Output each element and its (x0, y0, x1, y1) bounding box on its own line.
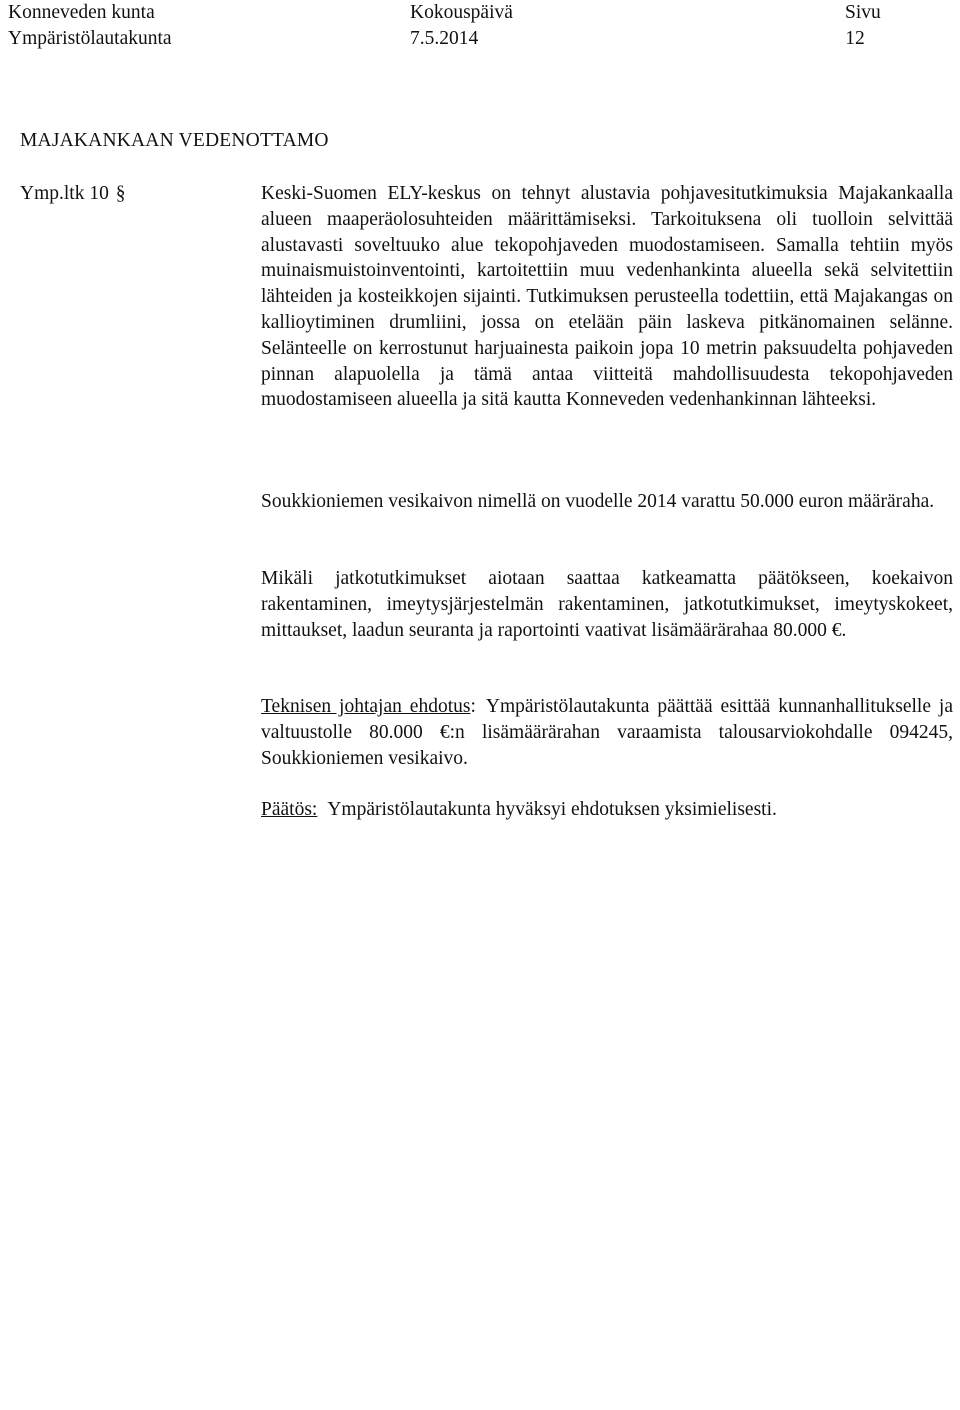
municipality-name: Konneveden kunta (8, 2, 155, 23)
case-reference (20, 181, 125, 207)
paragraph-background: Keski-Suomen ELY-keskus on tehnyt alustavia pohjavesitutkimuksia Majakankaalla alueen maaperäolosuhteiden määrittämiseksi. Tarkoituksena oli tuolloin selvittää alustavasti soveltuuko alue tekopohjaveden muodostamiseen. Samalla tehtiin myös muinaismuistoinventointi, kartoitettiin muu vedenhankinta alueella sekä selvitettiin lähteiden ja kosteikkojen sijainti. Tutkimuksen perusteella todettiin, että Majakangas on kallioytiminen drumliini, jossa on etelään päin laskeva pitkänomainen selänne. Selänteelle on kerrostunut harjuainesta paikoin jopa 10 metrin paksuudelta pohjaveden pinnan alapuolella ja tämä antaa viitteitä mahdollisuudesta tekopohjaveden muodostamiseen alueella ja sitä kautta Konneveden vedenhankinnan lähteeksi. (261, 183, 953, 411)
page-label: Sivu (845, 2, 881, 23)
meeting-date-label: Kokouspäivä (410, 2, 513, 23)
decision-label: Päätös: (261, 799, 318, 820)
meeting-date: 7.5.2014 (410, 28, 479, 49)
paragraph-decision (261, 797, 953, 823)
paragraph-additional-funding: Mikäli jatkotutkimukset aiotaan saattaa katkeamatta päätökseen, koekaivon rakentaminen, imeytysjärjestelmän rakentaminen, jatkotutkimukset, imeytyskokeet, mittaukset, laadun seuranta ja raportointi vaativat lisämäärärahaa 80.000 €. (261, 568, 953, 641)
board-name: Ympäristölautakunta (8, 28, 172, 49)
paragraph-proposal (261, 694, 953, 771)
document-title: MAJAKANKAAN VEDENOTTAMO (20, 130, 329, 151)
proposal-colon: : (470, 696, 476, 717)
header-left (8, 0, 172, 52)
decision-text: Ympäristölautakunta hyväksyi ehdotuksen yksimielisesti. (327, 799, 777, 820)
proposal-text: Ympäristölautakunta päättää esittää kunnanhallitukselle ja valtuustolle 80.000 €:n lisämäärärahan varaamista talousarviokohdalle 094245, Soukkioniemen vesikaivo. (261, 696, 954, 769)
paragraph-budget: Soukkioniemen vesikaivon nimellä on vuodelle 2014 varattu 50.000 euron määräraha. (261, 491, 935, 512)
page-number: 12 (845, 28, 865, 49)
proposal-label: Teknisen johtajan ehdotus (261, 696, 471, 717)
header-page (845, 0, 881, 52)
case-number: Ymp.ltk 10 (20, 183, 109, 204)
header-meeting (410, 0, 513, 52)
section-symbol: § (115, 183, 126, 204)
